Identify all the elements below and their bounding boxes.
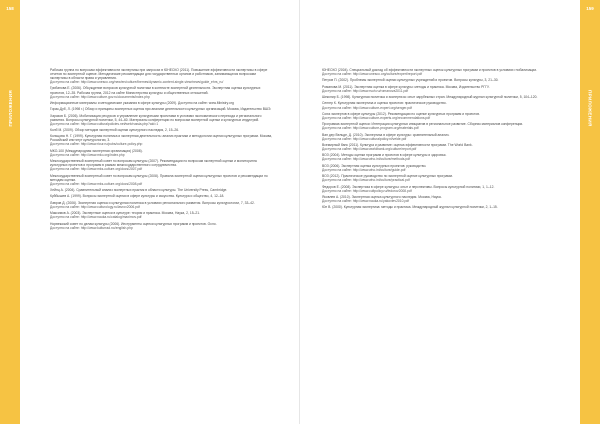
reference-text: ВОЗ (2004). Методы оценки программ и проектов в сфере культуры и здоровья. <box>322 153 447 158</box>
reference-link[interactable]: Доступно на сайте: http://www.nauka.ru/yakovlev2010.pdf <box>322 199 410 204</box>
reference-entry <box>50 101 273 105</box>
reference-entry <box>322 95 545 99</box>
reference-text: Кольцова Н. Г. (1999). Культурная политика и экспертная деятельность: анализ практики и методологии оценки культурных программ. Москва, Российский институт культурологии, 3. <box>50 134 273 143</box>
reference-entry <box>322 185 545 193</box>
reference-entry <box>322 85 545 93</box>
reference-entry <box>50 201 273 209</box>
reference-link[interactable]: Доступно на сайте: http://www.culturology.ru/lavrov2006.pdf <box>50 204 140 209</box>
reference-link[interactable]: Доступно на сайте: http://www.mks-culture.org/docs/2007.pdf <box>50 167 143 172</box>
reference-link[interactable]: Доступно на сайте: http://www.who.int/culture/practical.pdf <box>322 178 410 183</box>
reference-entry <box>322 195 545 203</box>
reference-link[interactable]: Доступно на сайте: http://www.unesco.org/culture/expert/report.pdf <box>322 72 423 77</box>
left-margin-band <box>0 0 20 424</box>
left-section-label: ПРИЛОЖЕНИЯ <box>7 90 13 127</box>
reference-link[interactable]: Доступно на сайте: http://www.culture-expert.org/senger.pdf <box>322 105 412 110</box>
reference-text: Ван дер Вельде, Д. (2010). Экспертиза в сфере культуры: сравнительный анализ. <box>322 132 450 137</box>
right-section-label: ПРИЛОЖЕНИЯ <box>587 90 593 127</box>
reference-link[interactable]: Доступно на сайте: http://www.rsuh.ru/romanova2011.pdf <box>322 88 409 93</box>
reference-text: Сенгер К. Культурная экспертиза и оценка проектов: практическое руководство. <box>322 101 447 106</box>
reference-entry <box>322 78 545 82</box>
reference-text: ВОЗ (2012). Практическое руководство по экспертной оценке культурных программ. <box>322 174 453 179</box>
right-page-number: 159 <box>586 6 594 11</box>
reference-link[interactable]: Доступно на сайте: http://www.culture.gov.ru/documents/index.php <box>50 94 150 99</box>
reference-text: ЮНЕСКО (2004). Специальный доклад об эффективности экспертных оценок культурных программ и проектов в условиях глобализации. <box>322 68 538 72</box>
reference-entry <box>50 128 273 132</box>
reference-link[interactable]: Доступно на сайте: http://www.unesco.org/new/en/culture/themes/dynamic-content-single-view/news/guide_ehrs_ru/ <box>50 80 224 85</box>
reference-entry <box>50 194 273 198</box>
reference-text: МКО-100 (Международная экспертная организация) (2008). <box>50 148 143 153</box>
reference-link[interactable]: Доступно на сайте: http://www.kulturrad.no/english.php <box>50 225 133 230</box>
reference-text: Межгосударственный экспертный совет по вопросам культуры (2008). Правила экспертной оценки культурных проектов и рекомендации по методам оценки. <box>50 173 268 182</box>
reference-text: Информационные материалы и методические указания в сфере культуры (2009). Доступно на сайте: www.Ministry.org <box>50 100 234 105</box>
reference-text: Юн В. (2000). Культурная экспертиза: методы и практика. Международный журнал культурной политики, 2, 1–15. <box>322 205 498 210</box>
reference-entry <box>50 149 273 157</box>
reference-text: Хейнц А. (2004). Сравнительный анализ экспертных практик в области культуры. The University Press, Cambridge. <box>50 188 228 193</box>
reference-entry <box>322 112 545 120</box>
reference-link[interactable]: Доступно на сайте: http://www.worldbank.org/culture/report.pdf <box>322 147 417 152</box>
right-margin-band <box>580 0 600 424</box>
reference-entry <box>322 68 545 76</box>
reference-text: Романова М. (2011). Экспертная оценка в сфере культуры: методы и практика. Москва, Издательство РГГУ. <box>322 84 490 89</box>
reference-text: ВОЗ (2006). Экспертная оценка культурных проектов: руководство. <box>322 163 427 168</box>
reference-link[interactable]: Доступно на сайте: http://www.culture-program.org/materials.pdf <box>322 126 419 131</box>
reference-text: Лавров Д. (2006). Экспертная оценка и культурная политика в условиях регионального развития. Вопросы культурологии, 7, 33–42. <box>50 200 255 205</box>
reference-entry <box>322 133 545 141</box>
reference-entry <box>322 174 545 182</box>
left-references-column <box>50 68 273 232</box>
reference-entry <box>50 107 273 111</box>
reference-link[interactable]: Доступно на сайте: http://www.who.int/culture/methods.pdf <box>322 157 411 162</box>
reference-link[interactable]: Доступно на сайте: http://www.ricur.ru/pubs/culture-policy.php <box>50 142 143 147</box>
reference-link[interactable]: Доступно на сайте: http://www.culture-experts.org/recommendations.pdf <box>322 115 431 120</box>
reference-entry <box>50 134 273 146</box>
reference-text: Яковлев А. (2010). Экспертная оценка культурного наследия. Москва, Наука. <box>322 194 442 199</box>
reference-text: Горак-Дуб, Л. (1998 г.) Обзор и принципы экспертных оценок при анализе деятельности культурных организаций. Москва, Издательство ВШЭ. <box>50 107 272 112</box>
reference-text: Петров П. (2002). Проблемы экспертной оценки культурных учреждений и проектов. Вопросы культуры, 3, 21–30. <box>322 78 499 83</box>
reference-text: Союз экспертов в сфере культуры (2012). Рекомендации по оценке культурных программ и проектов. <box>322 111 480 116</box>
reference-text: Рабочая группа по вопросам эффективности экспертизы при запросах в ЮНЕСКО (2011). Повышение эффективности экспертизы в сфере отчетов по экспертной оценке. Методические рекомендации для государственных органов и работников, занимающихся вопросами экспертизы в области права и управления. <box>50 68 268 81</box>
reference-link[interactable]: Доступно на сайте: http://www.mko.org/index.php <box>50 152 125 157</box>
reference-text: Всемирный банк (2011). Культура и развитие: оценка эффективности программ. The World Bank. <box>322 143 473 148</box>
reference-entry <box>322 164 545 172</box>
reference-entry <box>322 122 545 130</box>
reference-link[interactable]: Доступно на сайте: http://www.culturalpolicies.net/web/russia.php?aid=1 <box>50 121 159 126</box>
reference-text: Федоров Е. (2008). Экспертиза в сфере культуры: опыт и перспективы. Вопросы культурной политики, 1, 1–12. <box>322 184 495 189</box>
reference-text: Грибанова Е. (2006). Обсуждение вопросов культурной политики в контексте экспертной деятельности. Экспертная оценка культурных проектов, 12–35. Рабочая группа, 2012 на сайте Министерства культуры и общественных отношений. <box>50 86 261 95</box>
reference-text: Норвежский совет по делам культуры (2006). Инструменты оценки культурных программ и проектов. Осло. <box>50 221 217 226</box>
reference-text: Максимов А. (2003). Экспертные оценки в культуре: теория и практика. Москва, Наука, 2, 15–21. <box>50 211 201 216</box>
reference-link[interactable]: Доступно на сайте: http://www.culturalpolicy.nl/velde.pdf <box>322 136 407 141</box>
reference-entry <box>50 222 273 230</box>
reference-text: Куйбышев А. (1999). Вопросы экспертной оценки в сфере культуры и искусства. Культура и общество, 4, 12–18. <box>50 194 225 199</box>
reference-link[interactable]: Доступно на сайте: http://www.mks-culture.org/docs/2008.pdf <box>50 181 143 186</box>
reference-entry <box>322 143 545 151</box>
reference-entry <box>50 68 273 84</box>
reference-link[interactable]: Доступно на сайте: http://www.cultpolicy.ru/fedorov2008.pdf <box>322 188 412 193</box>
reference-link[interactable]: Доступно на сайте: http://www.who.int/culture/guide.pdf <box>322 167 406 172</box>
reference-entry <box>50 188 273 192</box>
reference-link[interactable]: Доступно на сайте: http://www.nauka.ru/catalog/maximov.pdf <box>50 215 142 220</box>
page-divider <box>299 0 300 424</box>
reference-entry <box>50 174 273 186</box>
reference-text: Шекспир Б. (1998). Культурная политика и экспертиза: опыт зарубежных стран. Международный журнал культурной политики, 5, 104–120. <box>322 95 538 100</box>
reference-entry <box>322 101 545 109</box>
reference-entry <box>50 159 273 171</box>
reference-text: Программа экспертной оценки: Интеграция культурных инициатив в региональное развитие. Сборник материалов конференции. <box>322 122 524 127</box>
reference-entry <box>50 86 273 98</box>
reference-text: Харазов Б. (2006). Мобилизация ресурсов и управление культурными проектами в условиях экономического перехода и регионального развития. Вопросы культурной политики, 5, 44–60. Материалы конференции по вопросам экспертной оценки и культурных индустрий. <box>50 113 262 122</box>
reference-text: Межгосударственный экспертный совет по вопросам культуры (2007). Рекомендации по вопросам экспертной оценки и мониторинга культурных проектов и программ в рамках межгосударственного сотрудничества. <box>50 159 257 168</box>
reference-entry <box>50 211 273 219</box>
left-page-number: 158 <box>6 6 14 11</box>
reference-text: Колб М. (2009). Обзор методов экспертной оценки культурного наследия, 2, 15–26. <box>50 128 179 133</box>
reference-entry <box>50 114 273 126</box>
right-references-column <box>322 68 545 212</box>
reference-entry <box>322 153 545 161</box>
reference-entry <box>322 205 545 209</box>
